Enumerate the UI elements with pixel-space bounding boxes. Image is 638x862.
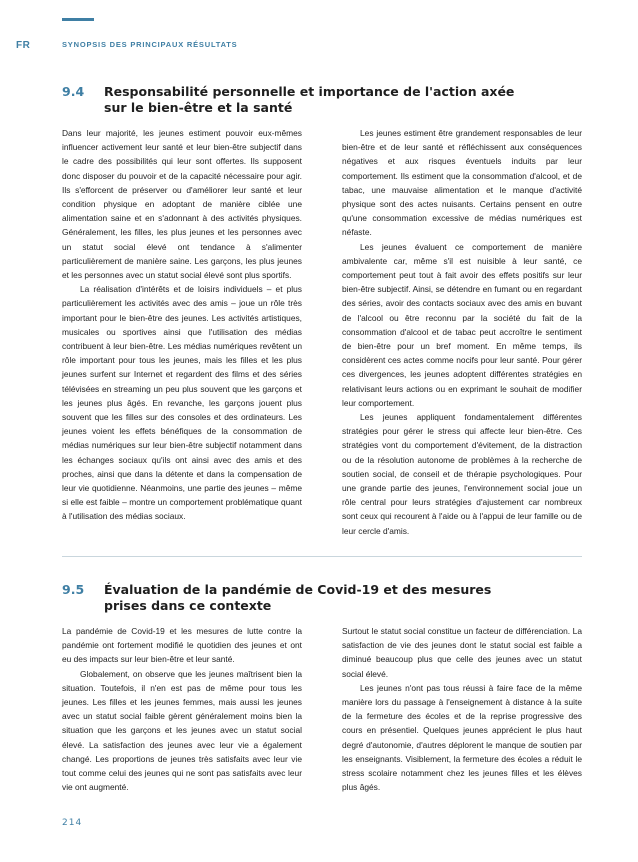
section-heading (62, 84, 582, 116)
paragraph: La pandémie de Covid-19 et les mesures de lutte contre la pandémie ont fortement modifié le quotidien des jeunes et ont eu des impacts sur leur bien-être et leur santé. (62, 626, 302, 665)
two-column-body (62, 624, 582, 794)
left-column (62, 624, 302, 794)
paragraph: Dans leur majorité, les jeunes estiment pouvoir eux-mêmes influencer activement leur santé et leur bien-être subjectif dans le cadre des possibilités qui leur sont offertes. Ils supposent donc disposer du pouvoir et de la capacité nécessaire pour agir. Ils s'efforcent de préserver ou d'améliorer leur santé et leur condition physique en adoptant de manière ciblée une alimentation saine et en s'adonnant à des activités physiques. Généralement, les filles, les plus jeunes et les personnes avec un statut social élevé ont tendance à s'alimenter particulièrement de manière saine. Les garçons, les plus jeunes et les personnes avec un statut social élevé sont plus sportifs. (62, 128, 302, 281)
paragraph: Les jeunes n'ont pas tous réussi à faire face de la même manière lors du passage à l'enseignement à distance à la suite de la fermeture des écoles et de la reprise progressive des cours en présentiel. Quelques jeunes apprécient le plus haut degré d'autonomie, d'autres déplorent le manque de soutien par les enseignants. Visiblement, la fermeture des écoles a réduit le stress scolaire notamment chez les jeunes filles et les élèves plus âgés. (342, 682, 582, 793)
header-accent-bar (62, 18, 94, 21)
section-title: Responsabilité personnelle et importance de l'action axée sur le bien-être et la santé (104, 84, 515, 115)
section-title: Évaluation de la pandémie de Covid-19 et des mesures prises dans ce contexte (104, 582, 492, 613)
section-divider (62, 556, 582, 557)
paragraph: Les jeunes évaluent ce comportement de manière ambivalente car, même s'il est nuisible à leur santé, ce comportement peut tout à fait avoir des effets positifs sur leur bien-être subjectif. Ainsi, se détendre en fumant ou en regardant des séries, avoir des contacts sociaux avec des amis en buvant de l'alcool ou être reconnu par la société du fait de la consommation d'alcool et de tabac peut accroître le sentiment de bien-être pour un bref moment. En même temps, ils considèrent ces actes comme nocifs pour leur santé. Pour gérer ces divergences, les jeunes adoptent différentes stratégies en relativisant leurs actions ou en exprimant le souhait de modifier leur comportement. (342, 241, 582, 408)
two-column-body (62, 126, 582, 538)
right-column (342, 624, 582, 794)
section-heading (62, 582, 582, 614)
section-number: 9.4 (62, 84, 85, 99)
paragraph: Les jeunes estiment être grandement responsables de leur bien-être et de leur santé et réfléchissent aux conséquences négatives et aux risques éventuels induits par leur comportement. Ils estiment que la consommation d'alcool, et de tabac, une mauvaise alimentation et le manque d'activité physique sont des actes nuisants. Certains pensent en outre qu'une consommation excessive de médias numériques est néfaste. (342, 128, 582, 238)
right-column (342, 126, 582, 538)
page-number: 214 (62, 818, 83, 828)
paragraph: La réalisation d'intérêts et de loisirs individuels – et plus particulièrement les activités avec des amis – joue un rôle très important pour le bien-être des jeunes. Les activités artistiques, musicales ou sportives ainsi que l'utilisation des médias contribuent à leur bien-être. Les médias numériques revêtent un rôle important pour tous les jeunes, mais les filles et les plus jeunes surfent sur Internet et regardent des films et des séries télévisées en streaming un peu plus souvent que les garçons et les jeunes plus âgés. En revanche, les garçons jouent plus souvent que les filles sur des consoles et des ordinateurs. Les jeunes voient les effets bénéfiques de la consommation de médias numériques sur leur bien-être subjectif notamment dans les échanges sociaux qu'ils ont ainsi avec des amis et des proches, ainsi que dans la détente et dans la compensation de leur vie quotidienne. Néanmoins, une partie des jeunes – même si elle est faible – montre un comportement problématique quant à l'utilisation des médias sociaux. (62, 284, 302, 522)
paragraph: Surtout le statut social constitue un facteur de différenciation. La satisfaction de vie des jeunes dont le statut social est faible a diminué beaucoup plus que celle des jeunes avec un statut social élevé. (342, 626, 582, 679)
section-9-4 (62, 84, 582, 538)
section-number: 9.5 (62, 582, 85, 597)
paragraph: Globalement, on observe que les jeunes maîtrisent bien la situation. Toutefois, il n'en est pas de même pour tous les jeunes. Les filles et les jeunes femmes, mais aussi les jeunes avec un statut social faible gèrent généralement moins bien la situation que les garçons et les jeunes avec un statut social élevé. La satisfaction des jeunes avec leur vie a également changé. Les proportions de jeunes très satisfaits avec leur vie tout comme celui des jeunes qui ne sont pas satisfaits avec leur vie ont augmenté. (62, 668, 302, 793)
language-label: FR (16, 40, 31, 51)
section-9-5 (62, 582, 582, 794)
running-header: SYNOPSIS DES PRINCIPAUX RÉSULTATS (62, 40, 238, 49)
left-column (62, 126, 302, 538)
paragraph: Les jeunes appliquent fondamentalement différentes stratégies pour gérer le stress qui affecte leur bien-être. Ces stratégies vont du comportement d'évitement, de la distraction ou de la résolution autonome de problèmes à la recherche de soutien social, de conseil et de thérapie psychologiques. Pour une grande partie des jeunes, l'environnement social joue un rôle central pour leurs stratégies d'ajustement car nombreux sont ceux qui recourent à l'aide ou à l'appui de leur famille ou de leur cercle d'amis. (342, 412, 582, 536)
